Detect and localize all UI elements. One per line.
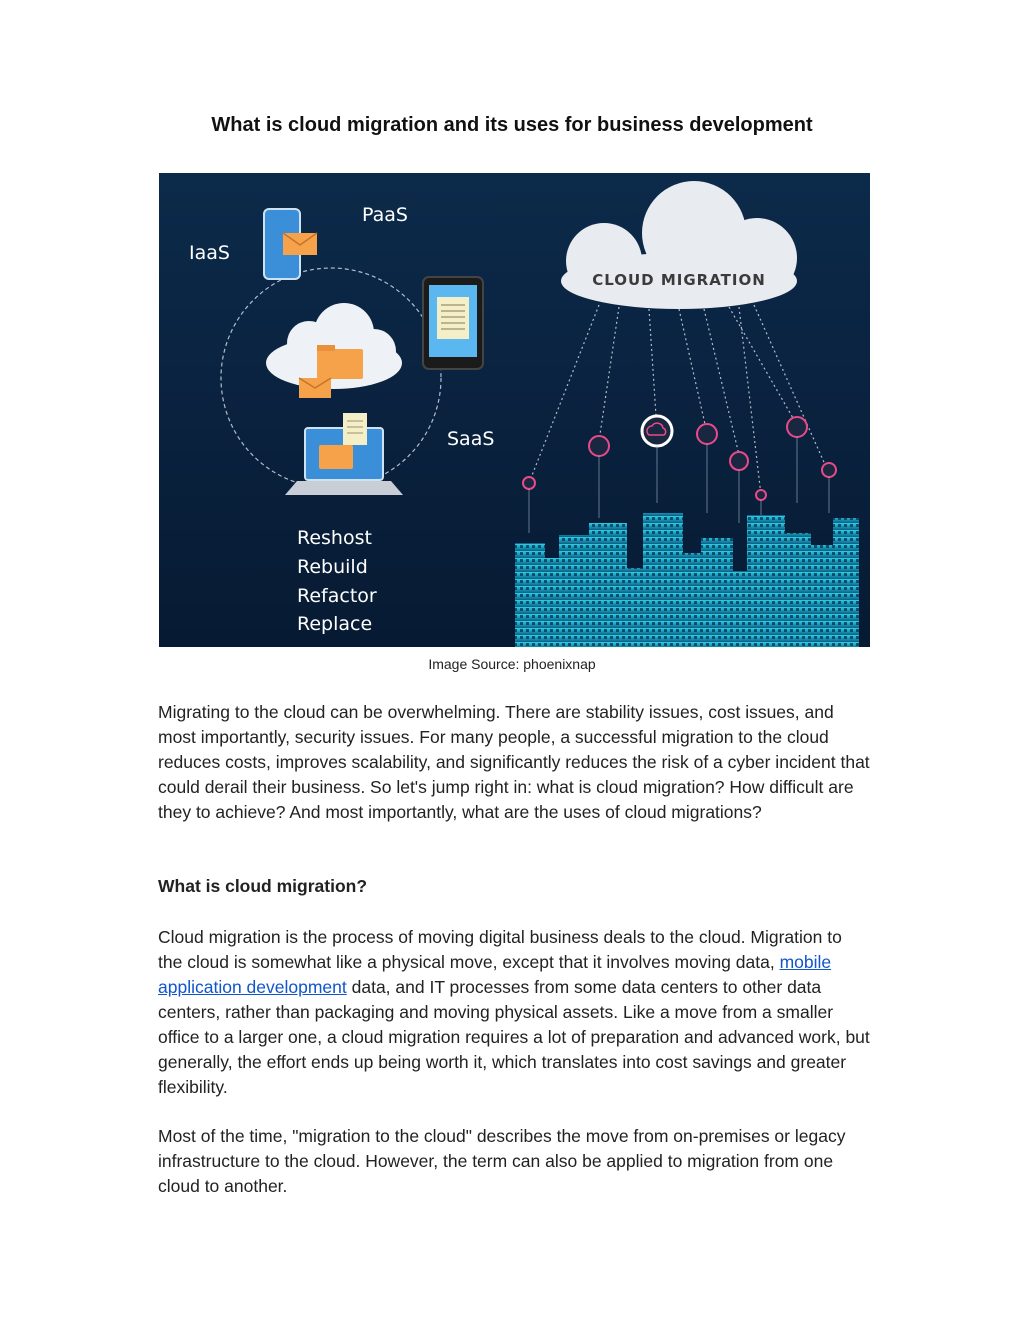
intro-paragraph: Migrating to the cloud can be overwhelming. There are stability issues, cost issues, and most importantly, security issues. For many people, a successful migration to the cloud reduces costs, improves scalability, and significantly reduces the risk of a cyber incident that could derail their business. So let's jump right in: what is cloud migration? How difficult are they to achieve? And most importantly, what are the uses of cloud migrations? [158, 702, 870, 822]
strategy-label: Replace [297, 613, 373, 635]
paragraph-text: Cloud migration is the process of moving digital business deals to the cloud. Migration to the cloud is somewhat like a physical move, except that it involves moving data, [158, 927, 842, 972]
definition-paragraph [158, 925, 870, 1100]
saas-label: SaaS [447, 428, 495, 450]
migration-scope-paragraph: Most of the time, "migration to the cloud" describes the move from on-premises or legacy infrastructure to the cloud. However, the term can also be applied to migration from one cloud to another. [158, 1126, 846, 1196]
strategy-label: Rebuild [297, 556, 368, 578]
cloud-migration-illustration [159, 173, 870, 647]
paas-label: PaaS [362, 204, 408, 226]
paragraph-text: data, and IT processes from some data centers to other data centers, rather than packaging and moving physical assets. Like a move from a smaller office to a larger one, a cloud migration requires a lot of preparation and advanced work, but generally, the effort ends up being worth it, which translates into cost savings and greater flexibility. [158, 977, 870, 1097]
strategy-label: Refactor [297, 585, 377, 607]
iaas-label: IaaS [189, 242, 230, 264]
strategy-label: Reshost [297, 527, 372, 549]
section-heading: What is cloud migration? [158, 876, 368, 896]
tablet-icon [423, 277, 483, 369]
image-caption: Image Source: phoenixnap [428, 656, 596, 672]
cloud-migration-label: CLOUD MIGRATION [592, 271, 766, 289]
document-title: What is cloud migration and its uses for business development [211, 114, 813, 136]
mobile-app-development-link[interactable]: mobile application development [158, 952, 832, 997]
